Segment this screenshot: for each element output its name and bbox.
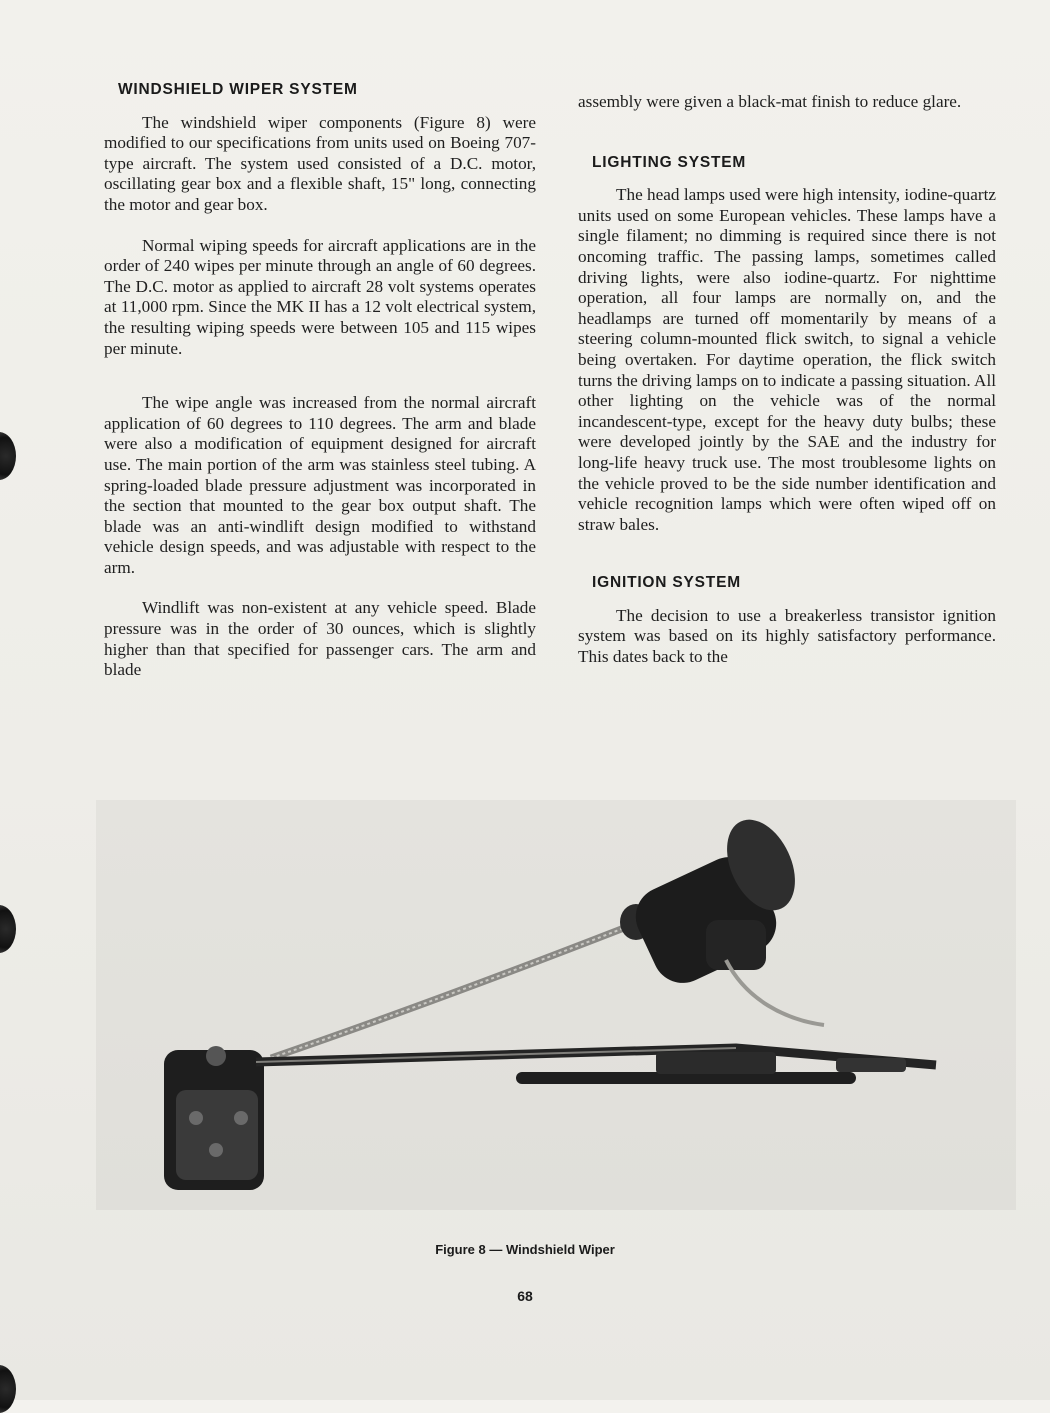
gearbox-shape bbox=[164, 1046, 264, 1190]
binder-hole bbox=[0, 905, 16, 953]
page-number: 68 bbox=[517, 1288, 533, 1304]
left-column bbox=[104, 80, 536, 701]
section-heading-ignition: IGNITION SYSTEM bbox=[592, 574, 741, 592]
right-column bbox=[578, 92, 996, 688]
binder-hole bbox=[0, 1365, 16, 1413]
paragraph-continuation: assembly were given a black-mat finish to reduce glare. bbox=[578, 92, 962, 111]
paragraph: The head lamps used were high intensity, iodine-quartz units used on some European vehicles. These lamps have a single filament; no dimming is required since there is not oncoming traffic. The passing lamps, sometimes called driving lights, were also iodine-quartz. For nighttime operation, all four lamps are normally on, and the headlamps are turned off momentarily by means of a steering column-mounted flick switch, to signal a vehicle being overtaken. For daytime operation, the flick switch turns the driving lamps on to indicate a passing situation. All other lighting on the vehicle was of the normal incandescent-type, except for the heavy duty bulbs; these were developed jointly by the SAE and the industry for long-life heavy truck use. The most troublesome lights on the vehicle proved to be the side number identification and vehicle recognition lamps which were often wiped off on straw bales. bbox=[578, 185, 996, 534]
paragraph: Normal wiping speeds for aircraft applications are in the order of 240 wipes per minute through an angle of 60 degrees. The D.C. motor as applied to aircraft 28 volt systems operates at 11,000 rpm. Since the MK II has a 12 volt electrical system, the resulting wiping speeds were between 105 and 115 wipes per minute. bbox=[104, 235, 536, 358]
binder-hole bbox=[0, 432, 16, 480]
paragraph: Windlift was non-existent at any vehicle speed. Blade pressure was in the order of 30 ounces, which is slightly higher than that specified for passenger cars. The arm and blade bbox=[104, 598, 536, 680]
paragraph: The windshield wiper components (Figure 8) were modified to our specifications from units used on Boeing 707-type aircraft. The system used consisted of a D.C. motor, oscillating gear box and a flexible shaft, 15" long, connecting the motor and gear box. bbox=[104, 112, 536, 214]
figure-caption: Figure 8 — Windshield Wiper bbox=[435, 1242, 615, 1257]
paragraph: The wipe angle was increased from the normal aircraft application of 60 degrees to 110 degrees. The arm and blade were also a modification of equipment designed for aircraft use. The main portion of the arm was stainless steel tubing. A spring-loaded blade pressure adjustment was incorporated in the section that mounted to the gear box output shaft. The blade was an anti-windlift design modified to withstand vehicle design speeds, and was adjustable with respect to the arm. bbox=[104, 393, 536, 577]
figure-photo-windshield-wiper bbox=[96, 800, 1016, 1210]
wiper-photo-illustration bbox=[96, 800, 1016, 1210]
paragraph: The decision to use a breakerless transistor ignition system was based on its highly satisfactory performance. This dates back to the bbox=[578, 605, 996, 667]
section-heading-windshield-wiper: WINDSHIELD WIPER SYSTEM bbox=[118, 81, 358, 98]
motor-shape bbox=[620, 809, 824, 1025]
section-heading-lighting: LIGHTING SYSTEM bbox=[592, 153, 747, 171]
